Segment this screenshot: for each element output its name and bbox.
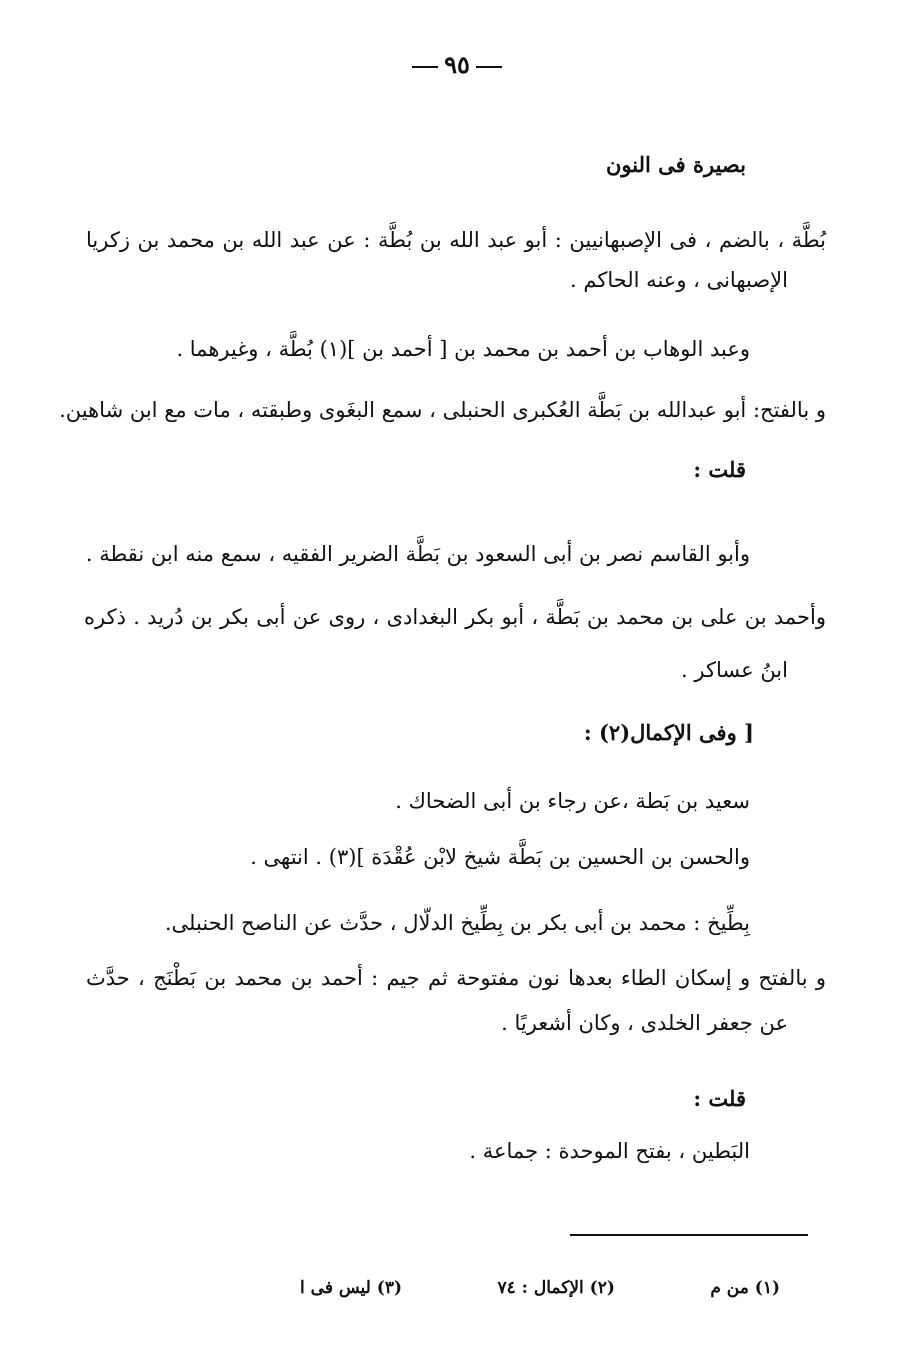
paragraph-1-line-1: بُطَّة ، بالضم ، فى الإصبهانيين : أبو عبد الله بن بُطَّة : عن عبد الله بن محمد بن زكريا	[86, 228, 826, 252]
page-number-header	[0, 50, 914, 79]
paragraph-4: وأبو القاسم نصر بن أبى السعود بن بَطَّة الضرير الفقيه ، سمع منه ابن نقطة .	[85, 542, 750, 566]
section-heading: بصيرة فى النون	[606, 152, 746, 177]
paragraph-10: البَطين ، بفتح الموحدة : جماعة .	[469, 1139, 750, 1163]
ikmal-heading: [ وفى الإكمال(٢) :	[583, 720, 754, 745]
paragraph-6: سعيد بن بَطة ،عن رجاء بن أبى الضحاك .	[395, 789, 750, 813]
paragraph-1-line-2: الإصبهانى ، وعنه الحاكم .	[570, 268, 788, 292]
page-number: ٩٥	[444, 50, 470, 79]
paragraph-3: و بالفتح: أبو عبدالله بن بَطَّة العُكبرى الحنبلى ، سمع البغَوى وطبقته ، مات مع ابن شاهين.	[59, 398, 826, 422]
page-number-dash-right	[476, 66, 502, 68]
footnote-2: (٢) الإكمال : ٧٤	[497, 1278, 615, 1298]
paragraph-5-line-2: ابنُ عساكر .	[681, 658, 788, 682]
paragraph-8: بِطِّيخ : محمد بن أبى بكر بن بِطِّيخ الدلّال ، حدَّث عن الناصح الحنبلى.	[164, 911, 750, 935]
footnotes	[300, 1278, 780, 1298]
paragraph-2: وعبد الوهاب بن أحمد بن محمد بن [ أحمد بن ](١) بُطَّة ، وغيرهما .	[176, 337, 750, 361]
page-number-dash-left	[412, 66, 438, 68]
paragraph-9-line-2: عن جعفر الخلدى ، وكان أشعريًا .	[501, 1011, 788, 1035]
footnote-1: (١) من م	[710, 1278, 780, 1298]
paragraph-5-line-1: وأحمد بن على بن محمد بن بَطَّة ، أبو بكر البغدادى ، روى عن أبى بكر بن دُريد . ذكره	[84, 605, 826, 629]
footnote-3: (٣) ليس فى ا	[300, 1278, 403, 1298]
paragraph-9-line-1: و بالفتح و إسكان الطاء بعدها نون مفتوحة ثم جيم : أحمد بن محمد بن بَطْنَج ، حدَّث	[86, 966, 826, 990]
qult-heading-2: قلت :	[693, 1086, 746, 1111]
footnote-separator	[570, 1234, 808, 1236]
paragraph-7: والحسن بن الحسين بن بَطَّة شيخ لابْن عُقْدَة ](٣) . انتهى .	[250, 845, 750, 869]
qult-heading-1: قلت :	[693, 457, 746, 482]
